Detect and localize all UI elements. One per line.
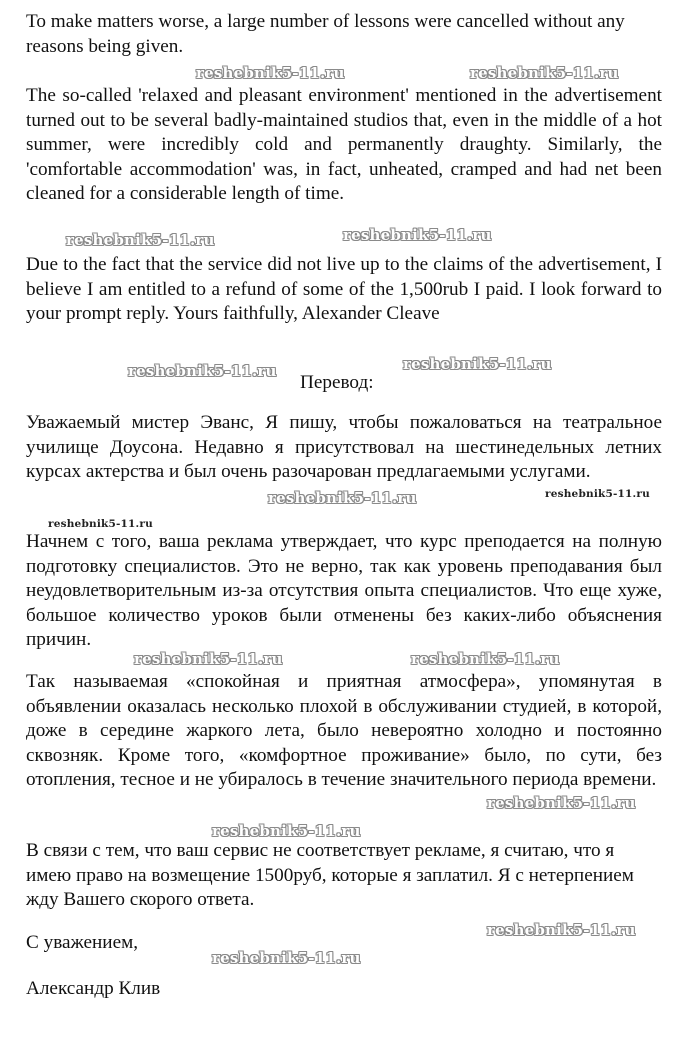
watermark: reshebnik5-11.ru — [403, 355, 552, 373]
russian-paragraph-3: Так называемая «спокойная и приятная атмосфера», упомянутая в объявлении оказалась несколько плохой в обслуживании студией, в которой, доже в середине жаркого лета, было невероятно холодно и постоянно сквозняк. Кроме того, «комфортное проживание» было, по сути, без отопления, тесное и не убиралось в течение значительного периода времени. — [26, 671, 662, 790]
russian-paragraph-2: Начнем с того, ваша реклама утверждает, что курс преподается на полную подготовку специалистов. Это не верно, так как уровень преподавания был неудовлетворительным из-за отсутствия опыта специалистов. Что еще хуже, большое количество уроков были отменены без каких-либо объяснения причин. — [26, 531, 662, 650]
watermark: reshebnik5-11.ru — [134, 650, 283, 668]
russian-paragraph-4: В связи с тем, что ваш сервис не соответствует рекламе, я считаю, что я имею право на возмещение 1500руб, которые я заплатил. Я с нетерпением жду Вашего скорого ответа. — [26, 840, 634, 910]
watermark: reshebnik5-11.ru — [196, 64, 345, 82]
english-paragraph-1: To make matters worse, a large number of lessons were cancelled without any reasons being given. — [26, 11, 625, 57]
watermark: reshebnik5-11.ru — [48, 518, 153, 530]
watermark: reshebnik5-11.ru — [66, 231, 215, 249]
watermark: reshebnik5-11.ru — [411, 650, 560, 668]
watermark: reshebnik5-11.ru — [128, 362, 277, 380]
watermark: reshebnik5-11.ru — [487, 921, 636, 939]
russian-paragraph-1: Уважаемый мистер Эванс, Я пишу, чтобы пожаловаться на театральное училище Доусона. Недавно я присутствовал на шестинедельных летних курсах актерства и был очень разочарован предлагаемыми услугами. — [26, 412, 662, 482]
closing-line: С уважением, — [26, 932, 139, 953]
watermark: reshebnik5-11.ru — [545, 488, 650, 500]
watermark: reshebnik5-11.ru — [487, 794, 636, 812]
watermark: reshebnik5-11.ru — [343, 226, 492, 244]
signature: Александр Клив — [26, 978, 161, 999]
watermark: reshebnik5-11.ru — [470, 64, 619, 82]
english-paragraph-3: Due to the fact that the service did not live up to the claims of the advertisement, I believe I am entitled to a refund of some of the 1,500rub I paid. I look forward to your prompt reply. Yours faithfully, Alexander Cleave — [26, 254, 662, 324]
watermark: reshebnik5-11.ru — [212, 949, 361, 967]
watermark: reshebnik5-11.ru — [268, 489, 417, 507]
translation-heading: Перевод: — [300, 372, 374, 393]
english-paragraph-2: The so-called 'relaxed and pleasant environment' mentioned in the advertisement turned out to be several badly-maintained studios that, even in the middle of a hot summer, were incredibly cold and permanently draughty. Similarly, the 'comfortable accommodation' was, in fact, unheated, cramped and had net been cleaned for a considerable length of time. — [26, 85, 662, 204]
watermark: reshebnik5-11.ru — [212, 822, 361, 840]
